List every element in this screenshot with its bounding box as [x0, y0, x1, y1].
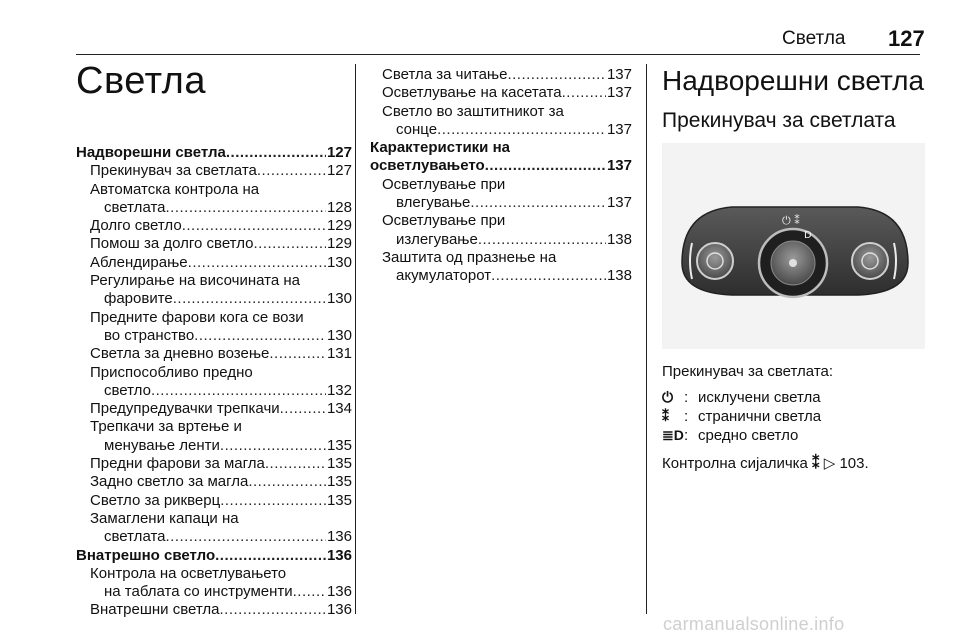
toc-entry[interactable] — [76, 199, 352, 217]
toc-entry-title: акумулаторот — [396, 267, 492, 285]
toc-entry-title: сонце — [396, 120, 438, 138]
parking-light-icon: ⁑ — [662, 408, 669, 424]
light-switch-photo — [662, 143, 925, 349]
toc-entry[interactable] — [76, 235, 352, 253]
power-off-icon: ⏻ — [662, 389, 674, 405]
toc-entry-title: осветлувањето — [370, 157, 485, 175]
toc-leader-dots — [215, 547, 326, 565]
toc-entry-title: светлата — [104, 198, 166, 216]
section-title: Надворешни светла — [662, 65, 925, 96]
toc-entry[interactable] — [76, 327, 352, 345]
toc-entry[interactable] — [76, 217, 352, 235]
page-header — [0, 28, 960, 56]
toc-entry-title: Приспособливо предно — [90, 363, 253, 381]
toc-page-number: 137 — [606, 157, 632, 175]
toc-page-number: 137 — [606, 66, 632, 83]
toc-leader-dots — [280, 400, 326, 418]
control-indicator-note — [662, 454, 869, 472]
toc-entry-title: влегување — [396, 194, 471, 212]
toc-entry-title: Светло за рикверц — [90, 491, 221, 509]
svg-text:D: D — [804, 230, 812, 241]
svg-text:⏻ ⁑: ⏻ ⁑ — [782, 214, 800, 227]
subsection-title: Прекинувач за светлата — [662, 109, 896, 132]
toc-entry[interactable] — [370, 267, 632, 285]
toc-entry[interactable] — [76, 144, 352, 162]
legend-colon: : — [684, 389, 689, 406]
toc-entry[interactable] — [76, 290, 352, 308]
toc-page-number: 136 — [326, 528, 352, 546]
toc-leader-dots — [257, 162, 326, 180]
toc-page-number: 134 — [326, 400, 352, 418]
legend-text: средно светло — [698, 427, 799, 444]
toc-entry-text[interactable] — [76, 565, 352, 583]
toc-leader-dots — [269, 345, 326, 363]
toc-entry-title: Осветлување на касетата — [382, 84, 562, 102]
toc-page-number: 138 — [606, 267, 632, 285]
toc-entry-text[interactable] — [370, 139, 632, 157]
symbol-legend — [662, 388, 821, 445]
toc-leader-dots — [151, 382, 326, 400]
toc-entry-title: излегување — [396, 230, 478, 248]
toc-page-number: 130 — [326, 253, 352, 271]
toc-page-number: 127 — [326, 162, 352, 180]
toc-leader-dots — [194, 327, 326, 345]
toc-entry[interactable] — [76, 528, 352, 546]
legend-row — [662, 407, 821, 426]
toc-page-number: 129 — [326, 217, 352, 235]
toc-column-2 — [370, 66, 632, 286]
toc-entry-title: Заштита од празнење на — [382, 248, 557, 266]
toc-entry-title: Помош за долго светло — [90, 235, 254, 253]
toc-entry-title: фаровите — [104, 290, 173, 308]
toc-leader-dots — [293, 583, 326, 601]
toc-entry-title: Замаглени капаци на — [90, 509, 239, 527]
toc-entry[interactable] — [76, 437, 352, 455]
toc-entry-text[interactable] — [76, 364, 352, 382]
toc-leader-dots — [220, 492, 326, 510]
toc-entry-text[interactable] — [370, 249, 632, 267]
toc-entry-title: Трепкачи за вртење и — [90, 418, 242, 436]
toc-entry[interactable] — [370, 84, 632, 102]
legend-text: странични светла — [698, 408, 822, 425]
toc-page-number: 128 — [326, 198, 352, 216]
toc-entry-title: на таблата со инструменти — [104, 583, 293, 601]
toc-entry[interactable] — [76, 345, 352, 363]
toc-page-number: 137 — [606, 194, 632, 212]
toc-entry[interactable] — [76, 473, 352, 491]
control-page-ref: 103. — [839, 455, 869, 472]
toc-page-number: 130 — [326, 290, 352, 308]
photo-caption: Прекинувач за светлата: — [662, 363, 834, 380]
toc-leader-dots — [173, 290, 326, 308]
toc-entry-text[interactable] — [76, 272, 352, 290]
toc-page-number: 136 — [326, 601, 352, 619]
toc-page-number: 135 — [326, 491, 352, 509]
toc-entry-text[interactable] — [76, 418, 352, 436]
toc-page-number: 137 — [606, 84, 632, 102]
toc-page-number: 129 — [326, 235, 352, 253]
toc-entry[interactable] — [370, 194, 632, 212]
toc-entry-title: Осветлување при — [382, 212, 506, 230]
toc-entry[interactable] — [76, 400, 352, 418]
control-text: Контролна сијаличка — [662, 455, 808, 472]
legend-row — [662, 388, 821, 407]
toc-entry[interactable] — [76, 455, 352, 473]
toc-entry-title: Светла за дневно возење — [90, 345, 270, 363]
toc-leader-dots — [265, 455, 326, 473]
toc-page-number: 137 — [606, 120, 632, 138]
toc-page-number: 131 — [326, 345, 352, 363]
toc-entry-text[interactable] — [370, 176, 632, 194]
toc-entry-title: Карактеристики на — [370, 139, 510, 157]
toc-leader-dots — [166, 199, 326, 217]
toc-leader-dots — [470, 194, 606, 212]
toc-entry[interactable] — [76, 583, 352, 601]
toc-entry-title: Аблендирање — [90, 253, 188, 271]
toc-page-number: 135 — [326, 436, 352, 454]
toc-leader-dots — [491, 267, 606, 285]
toc-leader-dots — [248, 473, 326, 491]
toc-leader-dots — [220, 601, 326, 619]
toc-entry-title: Прекинувач за светлата — [90, 162, 257, 180]
toc-leader-dots — [562, 84, 606, 102]
toc-entry-title: Регулирање на височината на — [90, 272, 300, 290]
toc-leader-dots — [485, 157, 606, 175]
header-rule — [76, 54, 920, 55]
content-column — [662, 64, 932, 134]
toc-entry-title: Контрола на осветлувањето — [90, 564, 287, 582]
toc-page-number: 127 — [326, 144, 352, 161]
toc-leader-dots — [253, 235, 325, 253]
low-beam-icon: ≣D — [662, 427, 684, 443]
toc-entry[interactable] — [370, 121, 632, 139]
toc-leader-dots — [182, 217, 326, 235]
toc-column-1 — [76, 144, 352, 620]
column-divider-2 — [646, 64, 647, 614]
toc-entry-text[interactable] — [76, 510, 352, 528]
toc-entry-title: Предните фарови кога се вози — [90, 308, 304, 326]
toc-leader-dots — [507, 66, 606, 84]
toc-leader-dots — [437, 121, 606, 139]
toc-entry-title: Предни фарови за магла — [90, 455, 265, 473]
legend-row — [662, 426, 821, 445]
toc-entry-title: Осветлување при — [382, 175, 506, 193]
toc-entry-title: Светло во заштитникот за — [382, 102, 564, 120]
toc-page-number: 136 — [326, 546, 352, 564]
toc-entry-text[interactable] — [76, 181, 352, 199]
toc-page-number: 135 — [326, 455, 352, 473]
toc-page-number: 135 — [326, 473, 352, 491]
toc-entry[interactable] — [370, 231, 632, 249]
toc-entry-title: Задно светло за магла — [90, 473, 249, 491]
toc-entry-text[interactable] — [370, 212, 632, 230]
toc-entry-title: светло — [104, 381, 151, 399]
toc-entry-title: Долго светло — [90, 217, 182, 235]
toc-entry-title: Светла за читање — [382, 66, 508, 83]
toc-entry-title: Внатрешно светло — [76, 546, 216, 564]
toc-entry[interactable] — [76, 492, 352, 510]
legend-text: исклучени светла — [698, 389, 821, 406]
watermark: carmanualsonline.info — [663, 614, 845, 634]
toc-entry[interactable] — [76, 382, 352, 400]
toc-entry[interactable] — [370, 66, 632, 84]
toc-entry[interactable] — [76, 254, 352, 272]
toc-entry[interactable] — [76, 601, 352, 619]
light-switch-illustration — [662, 143, 925, 349]
toc-leader-dots — [478, 231, 606, 249]
chapter-title: Светла — [76, 60, 206, 102]
toc-entry[interactable] — [76, 547, 352, 565]
toc-page-number: 130 — [326, 326, 352, 344]
toc-page-number: 136 — [326, 583, 352, 601]
parking-light-icon: ⁑ — [812, 455, 820, 472]
page-number: 127 — [888, 26, 925, 51]
toc-leader-dots — [166, 528, 326, 546]
toc-entry-text[interactable] — [76, 309, 352, 327]
toc-page-number: 132 — [326, 381, 352, 399]
toc-leader-dots — [220, 437, 326, 455]
toc-entry-title: во странство — [104, 326, 195, 344]
toc-entry[interactable] — [76, 162, 352, 180]
toc-leader-dots — [188, 254, 326, 272]
toc-entry[interactable] — [370, 157, 632, 175]
toc-entry-title: Внатрешни светла — [90, 601, 220, 619]
reference-arrow-icon: ▷ — [823, 455, 836, 472]
toc-entry-title: Предупредувачки трепкачи — [90, 400, 280, 418]
toc-entry-title: Автоматска контрола на — [90, 180, 260, 198]
toc-page-number: 138 — [606, 230, 632, 248]
toc-entry-title: светлата — [104, 528, 166, 546]
toc-entry-title: Надворешни светла — [76, 144, 226, 161]
toc-entry-title: менување ленти — [104, 436, 220, 454]
running-section-title: Светла — [782, 28, 846, 49]
toc-entry-text[interactable] — [370, 103, 632, 121]
column-divider-1 — [355, 64, 356, 614]
legend-colon: : — [684, 408, 689, 425]
legend-colon: : — [684, 427, 689, 444]
toc-leader-dots — [226, 144, 326, 162]
